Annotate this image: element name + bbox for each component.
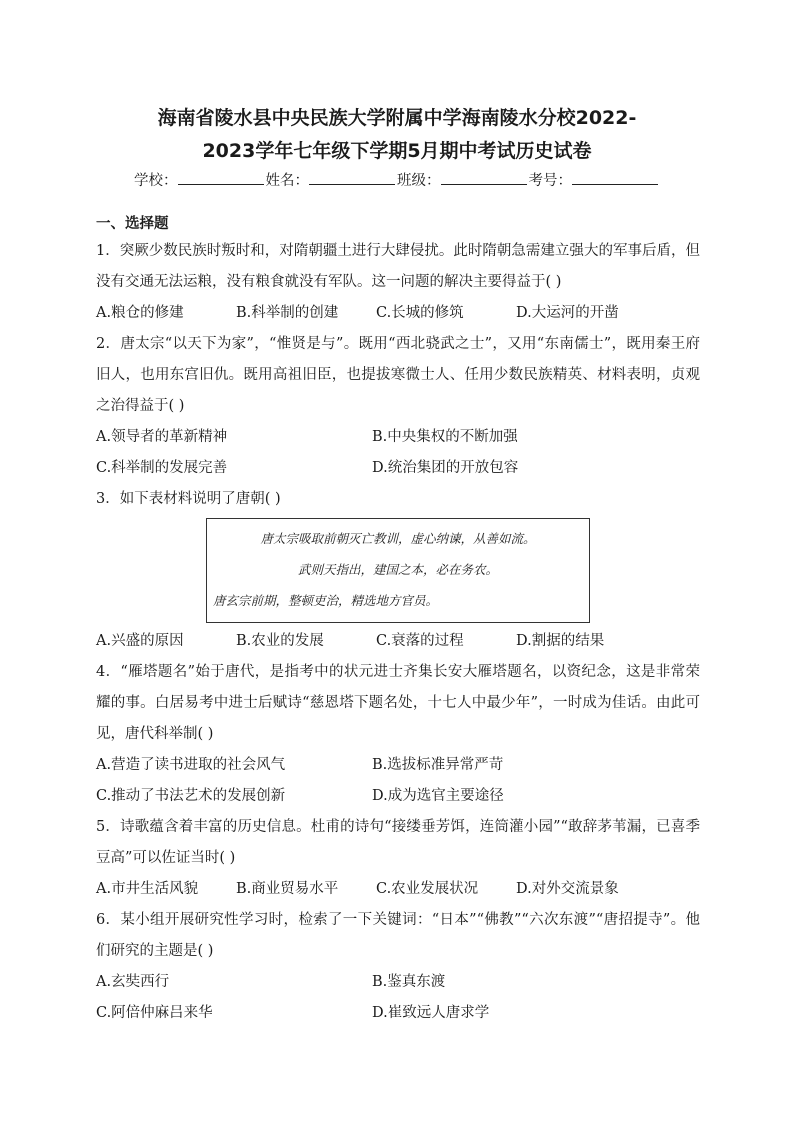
school-blank[interactable] (178, 170, 264, 185)
exam-no-label: 考号： (528, 173, 572, 189)
section-heading: 一、选择题 (96, 216, 169, 232)
option-a[interactable]: A.市井生活风貌 (96, 881, 199, 897)
option-c[interactable]: C.衰落的过程 (376, 633, 464, 649)
material-box (206, 518, 590, 623)
option-c[interactable]: C.长城的修筑 (376, 305, 464, 321)
option-d[interactable]: D.成为选官主要途径 (372, 788, 504, 804)
questions-list (96, 236, 700, 1029)
option-d[interactable]: D.对外交流景象 (516, 881, 619, 897)
option-d[interactable]: D.统治集团的开放包容 (372, 460, 519, 476)
question-stem: 2．唐太宗“以天下为家”，“惟贤是与”。既用“西北骁武之士”，又用“东南儒士”，既用秦王府旧人，也用东宫旧仇。既用高祖旧臣，也提拔寒微士人、任用少数民族精英、材料表明，贞观之治得益于( ) (96, 336, 700, 414)
option-c[interactable]: C.科举制的发展完善 (96, 460, 228, 476)
option-c[interactable]: C.阿倍仲麻吕来华 (96, 1005, 213, 1021)
options-row (96, 298, 700, 329)
options-row (96, 874, 700, 905)
option-a[interactable]: A.玄奘西行 (96, 974, 170, 990)
material-line: 唐玄宗前期，整顿吏治，精选地方官员。 (213, 593, 439, 608)
class-blank[interactable] (441, 170, 527, 185)
option-a[interactable]: A.营造了读书进取的社会风气 (96, 757, 286, 773)
material-line: 武则天指出，建国之本，必在务农。 (297, 562, 498, 577)
question-5 (96, 812, 700, 905)
question-4 (96, 657, 700, 812)
question-3 (96, 484, 700, 657)
option-b[interactable]: B.商业贸易水平 (236, 881, 339, 897)
class-label: 班级： (397, 173, 441, 189)
option-b[interactable]: B.农业的发展 (236, 633, 324, 649)
option-d[interactable]: D.割据的结果 (516, 633, 605, 649)
question-1 (96, 236, 700, 329)
question-6 (96, 905, 700, 1029)
question-stem: 5．诗歌蕴含着丰富的历史信息。杜甫的诗句“接缕垂芳饵，连筒灌小园”“敢辞茅苇漏，已喜季豆高”可以佐证当时( ) (96, 819, 700, 866)
question-stem: 6．某小组开展研究性学习时，检索了一下关键词：“日本”“佛教”“六次东渡”“唐招提寺”。他们研究的主题是( ) (96, 912, 700, 959)
student-info-row (0, 170, 794, 192)
option-d[interactable]: D.崔致远人唐求学 (372, 1005, 490, 1021)
options-row (96, 626, 700, 657)
option-c[interactable]: C.推动了书法艺术的发展创新 (96, 788, 286, 804)
question-stem: 3．如下表材料说明了唐朝( ) (96, 491, 281, 507)
question-stem: 4．“雁塔题名”始于唐代，是指考中的状元进士齐集长安大雁塔题名，以资纪念，这是非常荣耀的事。白居易考中进士后赋诗“慈恩塔下题名处，十七人中最少年”，一时成为佳话。由此可见，唐代科举制( ) (96, 664, 700, 742)
options-grid (96, 750, 700, 812)
question-2 (96, 329, 700, 484)
exam-no-blank[interactable] (572, 170, 658, 185)
material-line: 唐太宗吸取前朝灭亡教训，虚心纳谏，从善如流。 (260, 531, 536, 546)
option-b[interactable]: B.鉴真东渡 (372, 974, 446, 990)
option-a[interactable]: A.粮仓的修建 (96, 305, 184, 321)
option-a[interactable]: A.兴盛的原因 (96, 633, 184, 649)
option-b[interactable]: B.中央集权的不断加强 (372, 429, 518, 445)
school-label: 学校： (134, 173, 178, 189)
options-grid (96, 967, 700, 1029)
option-d[interactable]: D.大运河的开凿 (516, 305, 619, 321)
exam-title-line1: 海南省陵水县中央民族大学附属中学海南陵水分校2022- (157, 107, 637, 129)
name-blank[interactable] (309, 170, 395, 185)
option-b[interactable]: B.科举制的创建 (236, 305, 339, 321)
option-c[interactable]: C.农业发展状况 (376, 881, 479, 897)
exam-title-line2: 2023学年七年级下学期5月期中考试历史试卷 (202, 140, 592, 162)
option-b[interactable]: B.选拔标准异常严苛 (372, 757, 504, 773)
option-a[interactable]: A.领导者的革新精神 (96, 429, 228, 445)
name-label: 姓名： (265, 173, 309, 189)
question-stem: 1．突厥少数民族时叛时和，对隋朝疆土进行大肆侵扰。此时隋朝急需建立强大的军事后盾，但没有交通无法运粮，没有粮食就没有军队。这一问题的解决主要得益于( ) (96, 243, 700, 290)
options-grid (96, 422, 700, 484)
